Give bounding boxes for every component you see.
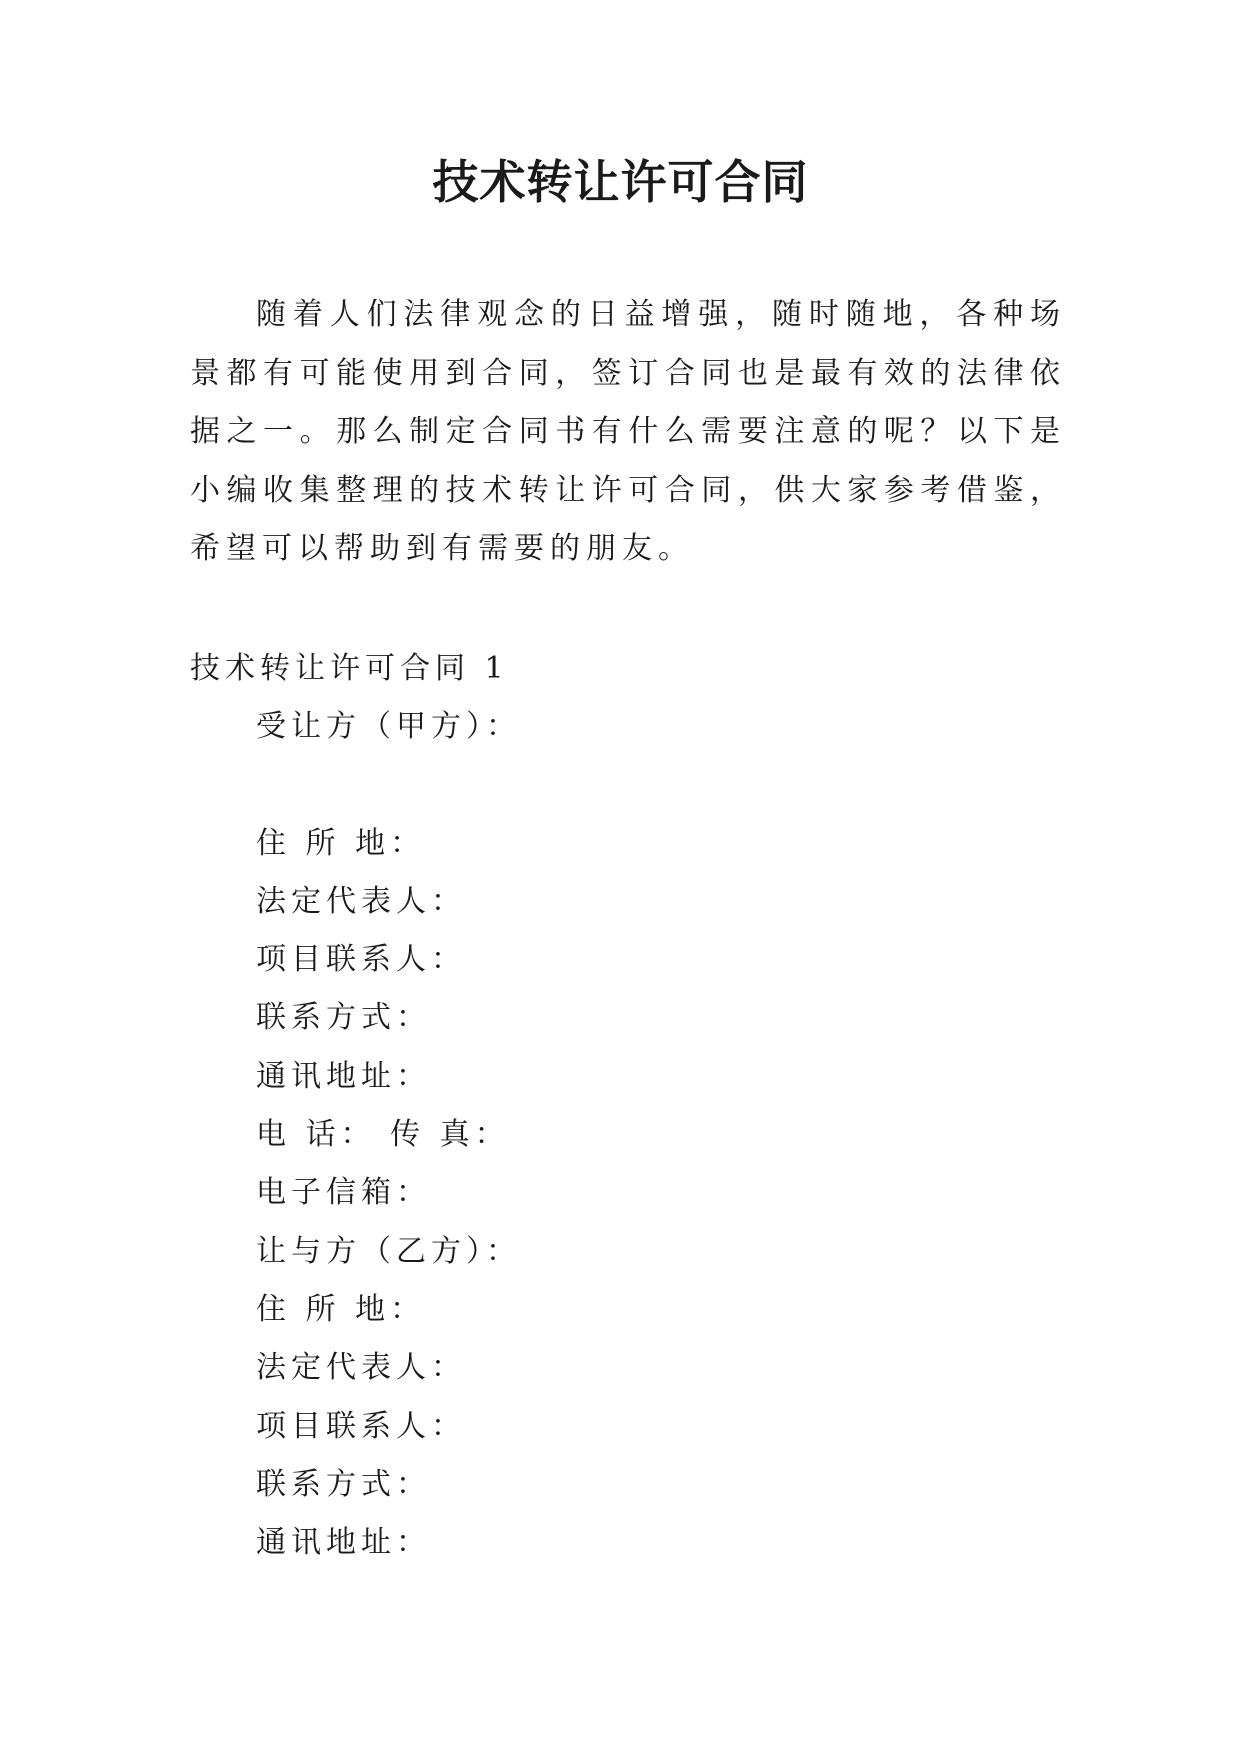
document-title: 技术转让许可合同 <box>432 155 809 209</box>
party-a-project-contact-field: 项目联系人： <box>256 942 466 978</box>
party-a-legal-rep-field: 法定代表人： <box>256 883 466 919</box>
party-a-address-field: 住 所 地： <box>256 825 426 861</box>
party-b-project-contact-field: 项目联系人： <box>256 1408 466 1444</box>
party-a-contact-method-field: 联系方式： <box>256 1000 431 1036</box>
party-b-mailing-address-field: 通讯地址： <box>256 1525 431 1561</box>
intro-paragraph: 随着人们法律观念的日益增强，随时随地，各种场景都有可能使用到合同，签订合同也是最有效的法律依据之一。那么制定合同书有什么需要注意的呢？以下是小编收集整理的技术转让许可合同，供大家参考借鉴，希望可以帮助到有需要的朋友。 <box>190 297 1066 567</box>
party-b-label: 让与方（乙方）： <box>256 1233 521 1269</box>
party-b-contact-method-field: 联系方式： <box>256 1466 431 1502</box>
contract-party-fields <box>256 698 521 1572</box>
party-a-email-field: 电子信箱： <box>256 1175 431 1211</box>
section-heading: 技术转让许可合同 1 <box>190 651 509 686</box>
blank-line <box>256 756 521 814</box>
party-b-address-field: 住 所 地： <box>256 1291 426 1327</box>
party-b-legal-rep-field: 法定代表人： <box>256 1350 466 1386</box>
party-a-mailing-address-field: 通讯地址： <box>256 1058 431 1094</box>
party-a-label: 受让方（甲方）： <box>256 709 521 744</box>
party-a-phone-fax-field: 电 话： 传 真： <box>256 1117 510 1153</box>
